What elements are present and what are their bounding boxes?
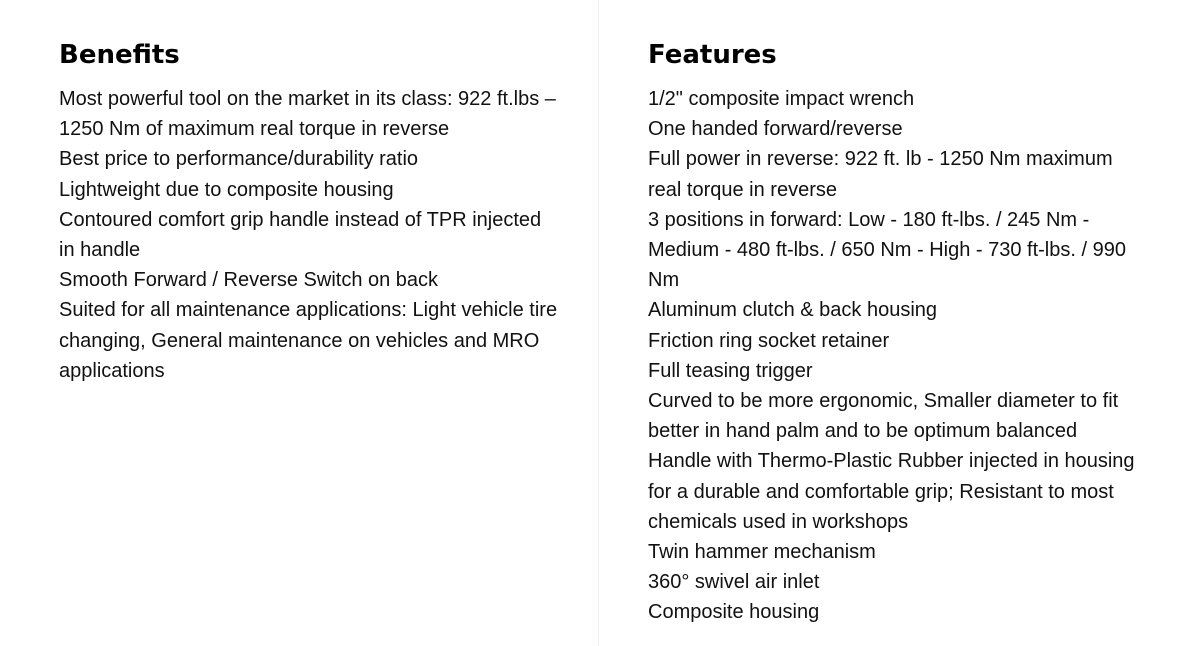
- feature-item: Composite housing: [648, 601, 820, 624]
- benefits-list: [59, 84, 559, 386]
- feature-item: One handed forward/reverse: [648, 118, 903, 141]
- feature-item: Curved to be more ergonomic, Smaller diameter to fit better in hand palm and to be optimum balanced: [648, 390, 1119, 443]
- benefit-item: Best price to performance/durability ratio: [59, 148, 419, 171]
- benefit-item: Suited for all maintenance applications: Light vehicle tire changing, General maintenance on vehicles and MRO applications: [59, 299, 558, 382]
- features-section: [648, 38, 1148, 628]
- feature-item: 3 positions in forward: Low - 180 ft-lbs. / 245 Nm - Medium - 480 ft-lbs. / 650 Nm - High - 730 ft-lbs. / 990 Nm: [648, 208, 1126, 292]
- benefit-item: Most powerful tool on the market in its class: 922 ft.lbs – 1250 Nm of maximum real torque in reverse: [59, 88, 556, 141]
- benefits-section: [59, 38, 559, 386]
- feature-item: 360° swivel air inlet: [648, 571, 820, 594]
- feature-item: Friction ring socket retainer: [648, 329, 890, 352]
- feature-item: Full teasing trigger: [648, 359, 813, 382]
- benefit-item: Lightweight due to composite housing: [59, 178, 394, 201]
- feature-item: Full power in reverse: 922 ft. lb - 1250 Nm maximum real torque in reverse: [648, 148, 1113, 201]
- features-heading: Features: [648, 40, 777, 70]
- benefit-item: Smooth Forward / Reverse Switch on back: [59, 269, 439, 292]
- feature-item: Twin hammer mechanism: [648, 541, 876, 564]
- feature-item: Handle with Thermo-Plastic Rubber injected in housing for a durable and comfortable grip; Resistant to most chemicals used in workshops: [648, 450, 1135, 533]
- features-list: [648, 84, 1148, 628]
- feature-item: 1/2" composite impact wrench: [648, 88, 915, 110]
- benefits-heading: Benefits: [59, 40, 180, 70]
- column-divider: [598, 0, 599, 646]
- benefit-item: Contoured comfort grip handle instead of TPR injected in handle: [59, 208, 542, 262]
- feature-item: Aluminum clutch & back housing: [648, 299, 938, 322]
